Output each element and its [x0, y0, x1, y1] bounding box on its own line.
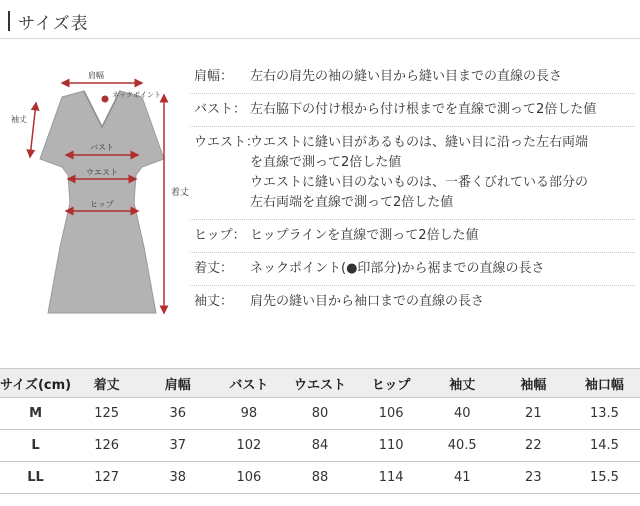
table-header-cell: サイズ(cm): [0, 369, 71, 398]
definition-line: 左右両端を直線で測って2倍した値: [250, 195, 454, 210]
table-header-cell: 袖幅: [498, 369, 569, 398]
table-header-cell: ヒップ: [356, 369, 427, 398]
definition-row: [190, 286, 635, 318]
definition-line: ウエストに縫い目のないものは、一番くびれている部分の: [250, 175, 589, 190]
table-row: [0, 462, 640, 494]
table-cell: 41: [427, 462, 498, 494]
table-header-cell: 着丈: [71, 369, 142, 398]
table-cell: 14.5: [569, 430, 640, 462]
table-cell: 106: [213, 462, 284, 494]
sleeve-label: 袖丈: [11, 115, 27, 124]
table-row: [0, 430, 640, 462]
table-cell: 126: [71, 430, 142, 462]
table-cell: 22: [498, 430, 569, 462]
definition-row: [190, 127, 635, 220]
table-cell: 21: [498, 398, 569, 430]
table-header-cell: ウエスト: [284, 369, 355, 398]
table-header-cell: 袖丈: [427, 369, 498, 398]
definition-label: バスト：: [194, 102, 247, 117]
bust-label: バスト: [90, 143, 114, 152]
size-name-cell: L: [0, 430, 71, 462]
table-cell: 38: [142, 462, 213, 494]
table-cell: 40: [427, 398, 498, 430]
table-cell: 98: [213, 398, 284, 430]
hip-label: ヒップ: [90, 200, 114, 209]
definition-label: 肩幅：: [194, 69, 234, 84]
table-cell: 88: [284, 462, 355, 494]
table-cell: 15.5: [569, 462, 640, 494]
definition-text: [250, 133, 635, 213]
sleeve-arrow: [30, 103, 36, 157]
definition-text: [250, 259, 635, 279]
table-cell: 127: [71, 462, 142, 494]
definition-text: [250, 226, 635, 246]
neck-point-dot: [102, 96, 109, 103]
definition-line: 左右の肩先の袖の縫い目から縫い目までの直線の長さ: [250, 69, 563, 84]
definition-row: [190, 253, 635, 286]
definition-text: [250, 292, 635, 312]
definition-label: ウエスト：: [194, 135, 260, 150]
definition-label: 袖丈：: [194, 294, 234, 309]
table-cell: 125: [71, 398, 142, 430]
waist-label: ウエスト: [86, 168, 118, 177]
table-cell: 36: [142, 398, 213, 430]
shoulder-label: 肩幅: [88, 71, 104, 80]
definition-label: ヒップ：: [194, 228, 246, 243]
table-cell: 110: [356, 430, 427, 462]
table-cell: 13.5: [569, 398, 640, 430]
table-cell: 106: [356, 398, 427, 430]
definition-line: ヒップラインを直線で測って2倍した値: [250, 228, 479, 243]
table-header-cell: 肩幅: [142, 369, 213, 398]
definition-text: [250, 100, 635, 120]
definition-row: [190, 61, 635, 94]
table-cell: 84: [284, 430, 355, 462]
table-cell: 23: [498, 462, 569, 494]
size-table-header-row: [0, 369, 640, 398]
definition-line: 左右脇下の付け根から付け根までを直線で測って2倍した値: [250, 102, 597, 117]
table-cell: 40.5: [427, 430, 498, 462]
definition-text: [250, 67, 635, 87]
definition-line: ウエストに縫い目があるものは、縫い目に沿った左右両端: [250, 135, 589, 150]
definition-line: ネックポイント(●印部分)から裾までの直線の長さ: [250, 261, 545, 276]
neck-point-label: ネックポイント: [112, 91, 161, 99]
definition-label: 着丈：: [194, 261, 234, 276]
size-name-cell: LL: [0, 462, 71, 494]
measurement-definitions: [190, 61, 635, 318]
table-row: [0, 398, 640, 430]
definition-row: [190, 220, 635, 253]
table-header-cell: バスト: [213, 369, 284, 398]
table-cell: 114: [356, 462, 427, 494]
size-table: [0, 368, 640, 494]
table-cell: 80: [284, 398, 355, 430]
definition-line: 肩先の縫い目から袖口までの直線の長さ: [250, 294, 485, 309]
length-label: 着丈: [171, 188, 190, 198]
size-name-cell: M: [0, 398, 71, 430]
header-divider: [0, 38, 640, 39]
page-header: [8, 10, 89, 32]
header-accent-bar: [8, 11, 10, 31]
page-title: サイズ表: [18, 13, 89, 34]
definition-row: [190, 94, 635, 127]
table-cell: 102: [213, 430, 284, 462]
dress-diagram: [0, 55, 190, 325]
definition-line: を直線で測って2倍した値: [250, 155, 402, 170]
table-cell: 37: [142, 430, 213, 462]
table-header-cell: 袖口幅: [569, 369, 640, 398]
